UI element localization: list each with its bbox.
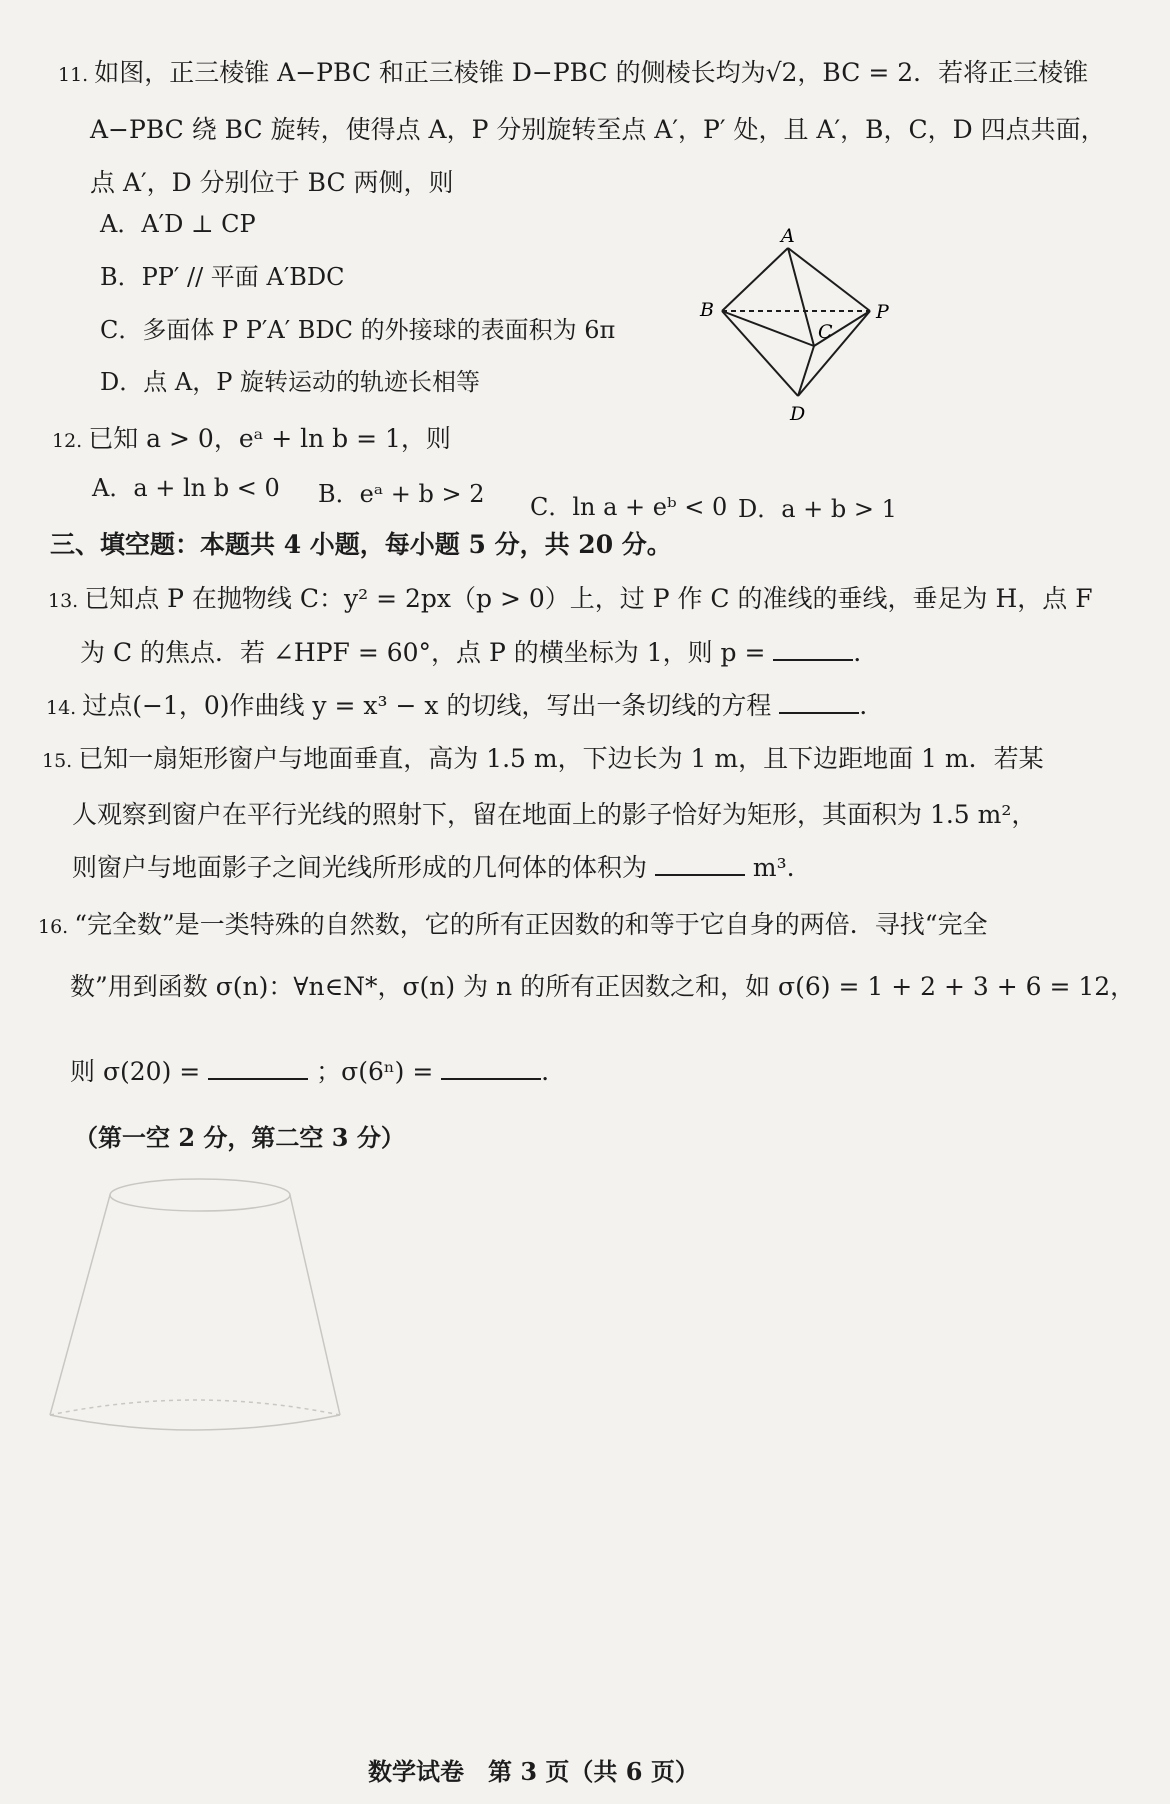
q16-line3 [70, 1056, 566, 1087]
q11-stem-line1: 如图，正三棱锥 A−PBC 和正三棱锥 D−PBC 的侧棱长均为√2，BC = 2．若将正三棱锥 [94, 58, 1089, 87]
q16-stem-line3a: 则 σ(20) = [70, 1057, 201, 1086]
section-3-title: 三、填空题：本题共 4 小题，每小题 5 分，共 20 分。 [50, 530, 672, 559]
pyramid-figure [690, 228, 910, 428]
q16-stem-line3b: ；σ(6ⁿ) = [316, 1057, 434, 1086]
q12-option-a: A．a + ln b < 0 [92, 474, 280, 502]
q12-option-d: D．a + b > 1 [738, 495, 897, 523]
q16-score-note: （第一空 2 分，第二空 3 分） [74, 1123, 405, 1152]
q14-number: 14. [46, 697, 77, 719]
q16-number: 16. [38, 916, 69, 938]
q13-stem-line2: 为 C 的焦点．若 ∠HPF = 60°，点 P 的横坐标为 1，则 p = [80, 638, 766, 667]
q15-answer-blank[interactable] [655, 852, 745, 876]
q11-line1 [58, 58, 1088, 88]
q11-number: 11. [58, 64, 89, 86]
q12-stem: 已知 a > 0，eᵃ + ln b = 1，则 [88, 424, 451, 453]
q16-line1 [38, 910, 988, 940]
q11-option-c: C．多面体 P P′A′ BDC 的外接球的表面积为 6π [100, 316, 616, 344]
bleed-through-sketch [40, 1175, 360, 1435]
q12-option-b: B．eᵃ + b > 2 [318, 480, 485, 508]
q15-stem-line1: 已知一扇矩形窗户与地面垂直，高为 1.5 m，下边长为 1 m，且下边距地面 1 m．若某 [78, 744, 1044, 773]
q16-stem-line2: 数”用到函数 σ(n)：∀n∈N*，σ(n) 为 n 的所有正因数之和，如 σ(6) = 1 + 2 + 3 + 6 = 12， [70, 972, 1136, 1001]
edge-bd [722, 311, 798, 396]
q15-line3 [72, 852, 795, 883]
q16-answer-blank-2[interactable] [441, 1056, 541, 1080]
edge-ab [722, 248, 788, 311]
q13-number: 13. [48, 590, 79, 612]
q11-stem-line3: 点 A′，D 分别位于 BC 两侧，则 [90, 168, 454, 197]
label-p: P [876, 301, 889, 323]
q15-stem-line3: 则窗户与地面影子之间光线所形成的几何体的体积为 [72, 853, 648, 882]
q12-number: 12. [52, 430, 83, 452]
q13-line2 [80, 637, 878, 668]
q14-period: ． [859, 691, 885, 720]
q13-stem-line1: 已知点 P 在抛物线 C：y² = 2px（p > 0）上，过 P 作 C 的准线的垂线，垂足为 H，点 F [84, 584, 1093, 613]
q14-answer-blank[interactable] [779, 690, 859, 714]
q15-stem-line2: 人观察到窗户在平行光线的照射下，留在地面上的影子恰好为矩形，其面积为 1.5 m²， [72, 800, 1037, 829]
page-footer: 数学试卷 第 3 页（共 6 页） [368, 1757, 699, 1786]
q12-line [52, 424, 451, 454]
q15-unit: m³. [752, 853, 795, 882]
q12-option-c: C．ln a + eᵇ < 0 [530, 493, 728, 521]
q13-period: ． [853, 638, 879, 667]
q11-option-b: B．PP′ // 平面 A′BDC [100, 263, 345, 291]
label-c: C [818, 321, 833, 343]
edge-bc [722, 311, 814, 346]
label-b: B [700, 299, 714, 321]
q16-answer-blank-1[interactable] [208, 1056, 308, 1080]
q16-stem-line1: “完全数”是一类特殊的自然数，它的所有正因数的和等于它自身的两倍．寻找“完全 [74, 910, 988, 939]
edge-cd [798, 346, 814, 396]
q11-option-a: A．A′D ⊥ CP [100, 210, 256, 238]
q11-option-d: D．点 A，P 旋转运动的轨迹长相等 [100, 368, 480, 396]
q15-line1 [42, 744, 1044, 774]
q16-period: ． [541, 1057, 567, 1086]
edge-ac [788, 248, 814, 346]
edge-ap [788, 248, 870, 311]
q11-stem-line2: A−PBC 绕 BC 旋转，使得点 A，P 分别旋转至点 A′，P′ 处，且 A′，B，C，D 四点共面， [90, 115, 1106, 144]
q15-number: 15. [42, 750, 73, 772]
q13-line1 [48, 584, 1093, 614]
label-a: A [781, 228, 795, 247]
q14-line [46, 690, 884, 721]
q14-stem: 过点(−1，0)作曲线 y = x³ − x 的切线，写出一条切线的方程 [82, 691, 772, 720]
label-d: D [790, 403, 806, 425]
q13-answer-blank[interactable] [773, 637, 853, 661]
